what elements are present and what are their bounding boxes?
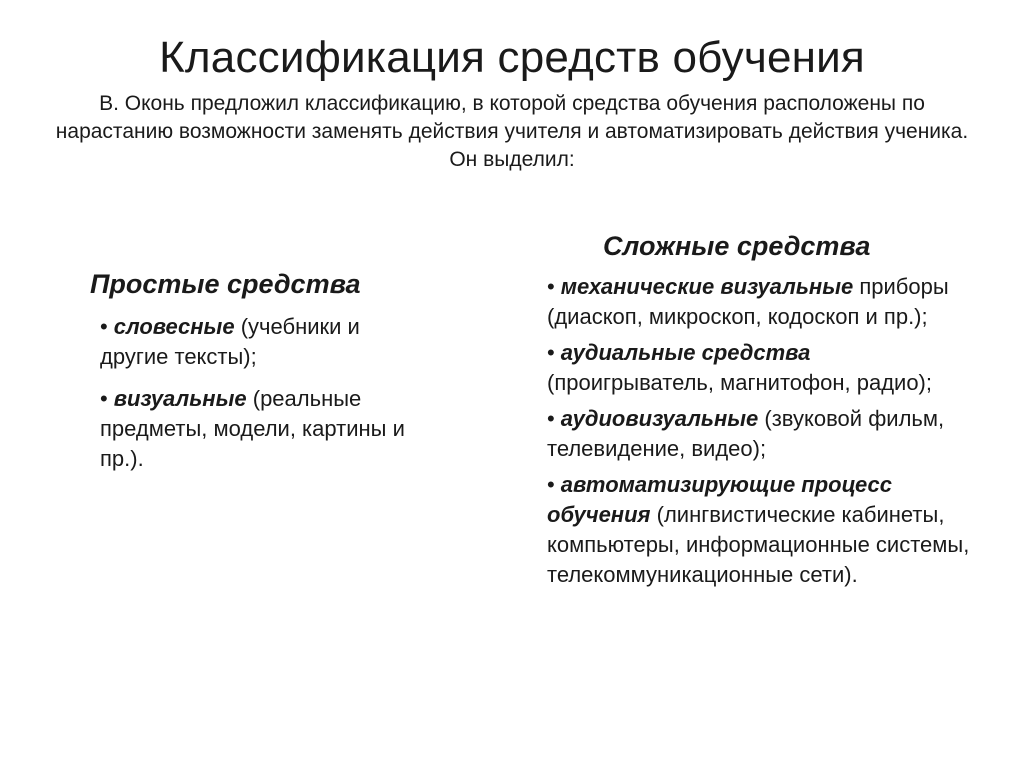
bullet: • [547, 340, 555, 365]
item-description: (учебники и другие тексты); [100, 314, 360, 369]
complex-means-list [537, 272, 977, 590]
item-description: (проигрыватель, магнитофон, радио); [547, 370, 932, 395]
item-description: (реальные предметы, модели, картины и пр.). [100, 386, 405, 471]
item-term: визуальные [113, 386, 247, 411]
item-term: аудиовизуальные [560, 406, 759, 431]
list-item-audiovisual [537, 404, 977, 464]
list-item-mechanical-visual [537, 272, 977, 332]
item-description: (звуковой фильм, телевидение, видео); [547, 406, 945, 461]
item-term: словесные [113, 314, 235, 339]
simple-means-list [90, 312, 420, 474]
bullet: • [547, 406, 555, 431]
item-description: (лингвистические кабинеты, компьютеры, информационные системы, телекоммуникационные сети). [547, 502, 970, 587]
complex-means-heading: Сложные средства [603, 231, 871, 261]
simple-means-heading: Простые средства [90, 269, 361, 299]
slide-title: Классификация средств обучения [159, 33, 865, 82]
item-term: аудиальные средства [560, 340, 811, 365]
bullet: • [547, 274, 555, 299]
bullet: • [547, 472, 555, 497]
bullet: • [100, 314, 108, 339]
simple-means-column [90, 266, 420, 486]
item-term: автоматизирующие процесс обучения [547, 472, 892, 527]
list-item-visual [90, 384, 420, 474]
complex-means-column [537, 228, 977, 596]
list-item-audio [537, 338, 977, 398]
list-item-verbal [90, 312, 420, 372]
intro-text: В. Оконь предложил классификацию, в которой средства обучения расположены по нарастанию возможности заменять действия учителя и автоматизировать действия ученика. Он выделил: [55, 92, 969, 171]
item-term: механические визуальные [560, 274, 854, 299]
item-description: приборы (диаскоп, микроскоп, кодоскоп и пр.); [547, 274, 949, 329]
bullet: • [100, 386, 108, 411]
list-item-automating [537, 470, 977, 590]
